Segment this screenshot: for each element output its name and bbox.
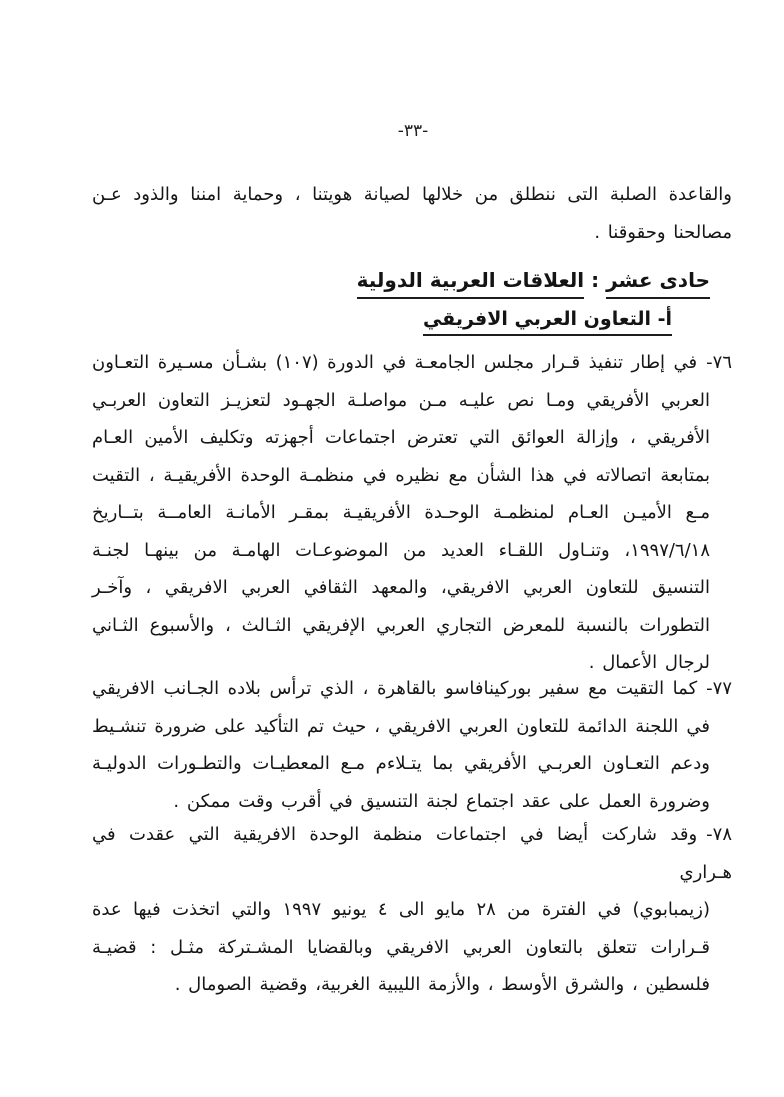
text-line: الأفريقي ، وإزالة العوائق التي تعترض اجتماعات أجهزته وتكليف الأمين العـام bbox=[92, 427, 710, 448]
text-line: العربي الأفريقي ومـا نص عليـه مـن مواصلـة الجهـود لتعزيـز التعاون العربـي bbox=[92, 389, 710, 411]
text-line: فلسطين ، والشرق الأوسط ، والأزمة الليبية الغربية، وقضية الصومال . bbox=[174, 974, 710, 995]
section-heading bbox=[92, 262, 710, 298]
paragraph-78 bbox=[92, 816, 732, 1004]
paragraph-number: ٧٨- bbox=[706, 824, 732, 845]
text-line: ١٩٩٧/٦/١٨، وتنـاول اللقـاء العديد من الموضوعـات الهامـة من بينهـا لجنـة bbox=[92, 539, 710, 561]
paragraph-76 bbox=[92, 344, 732, 682]
text-line: (زيمبابوي) في الفترة من ٢٨ مايو الى ٤ يونيو ١٩٩٧ والتي اتخذت فيها عدة bbox=[92, 899, 710, 920]
section-separator: : bbox=[584, 268, 607, 292]
paragraph-number: ٧٦- bbox=[706, 352, 732, 373]
text-line: لرجال الأعمال . bbox=[588, 652, 710, 673]
text-line: مصالحنا وحقوقنا . bbox=[594, 221, 732, 243]
page-number: -٣٣- bbox=[397, 121, 429, 141]
text-line bbox=[92, 670, 732, 708]
text-segment: كما التقيت مع سفير بوركينافاسو بالقاهرة ، الذي ترأس بلاده الجـانب الافريقي bbox=[92, 678, 698, 699]
text-line: ودعم التعـاون العربـي الأفريقي بما يتـلاءم مـع المعطيـات والتطـورات الدوليـة bbox=[92, 753, 710, 774]
text-line: مـع الأميـن العـام لمنظمـة الوحـدة الأفريقيـة بمقـر الأمانـة العامــة بتــاريخ bbox=[92, 502, 710, 523]
text-line: في اللجنة الدائمة للتعاون العربي الافريقي ، حيث تم التأكيد على ضرورة تنشـيط bbox=[92, 715, 710, 737]
section-ordinal: حادى عشر bbox=[606, 268, 710, 299]
text-line bbox=[92, 344, 732, 382]
subsection-heading bbox=[92, 301, 672, 337]
text-segment: في إطار تنفيذ قـرار مجلس الجامعـة في الدورة (١٠٧) بشـأن مسـيرة التعـاون bbox=[92, 352, 698, 373]
text-line: وضرورة العمل على عقد اجتماع لجنة التنسيق في أقرب وقت ممكن . bbox=[173, 790, 710, 812]
paragraph-number: ٧٧- bbox=[706, 678, 732, 699]
subsection-label: أ- التعاون العربي الافريقي bbox=[423, 308, 672, 336]
intro-paragraph bbox=[92, 176, 732, 251]
text-line: التطورات بالنسبة للمعرض التجاري العربي الإفريقي الثـالث ، والأسبوع الثـاني bbox=[92, 614, 710, 636]
section-title: العلاقات العربية الدولية bbox=[357, 268, 585, 299]
text-line: والقاعدة الصلبة التى ننطلق من خلالها لصيانة هويتنا ، وحماية امننا والذود عـن bbox=[92, 184, 732, 205]
text-line bbox=[92, 816, 732, 891]
text-line: قـرارات تتعلق بالتعاون العربي الافريقي وبالقضايا المشـتركة مثـل : قضيـة bbox=[92, 936, 710, 958]
text-line: بمتابعة اتصالاته في هذا الشأن مع نظيره في منظمـة الوحدة الأفريقيـة ، التقيت bbox=[92, 464, 710, 486]
text-segment: وقد شاركت أيضا في اجتماعات منظمة الوحدة الافريقية التي عقدت في هـراري bbox=[92, 824, 732, 883]
text-line: التنسيق للتعاون العربي الافريقي، والمعهد الثقافي العربي الافريقي ، وآخـر bbox=[92, 577, 710, 598]
paragraph-77 bbox=[92, 670, 732, 820]
